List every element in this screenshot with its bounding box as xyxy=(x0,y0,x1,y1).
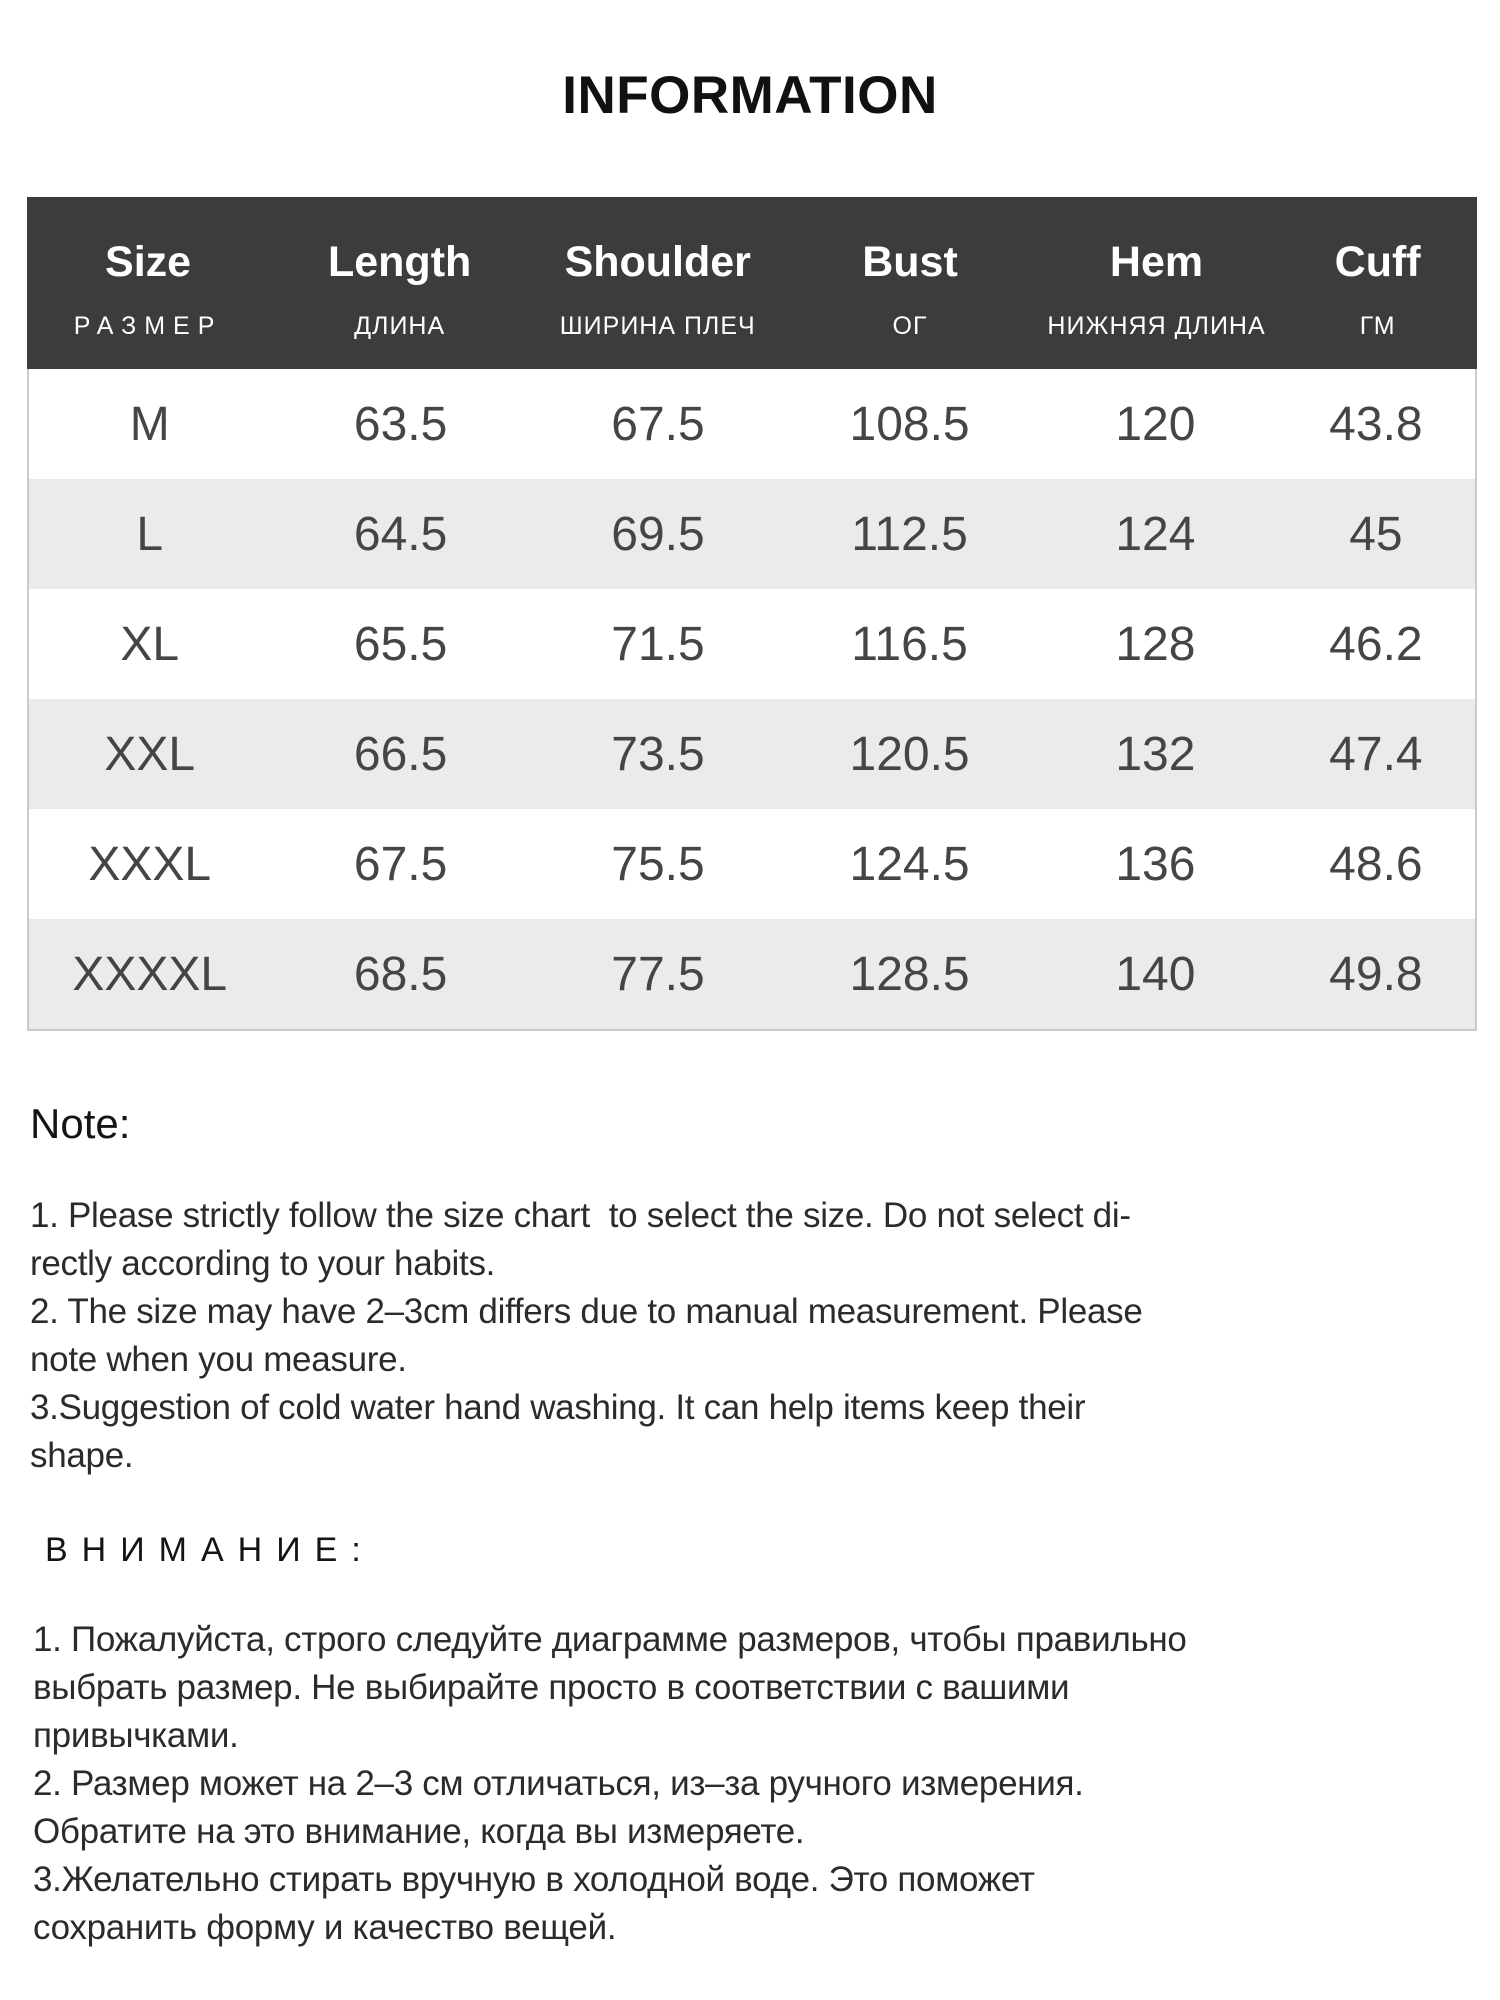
cell-shoulder: 69.5 xyxy=(611,507,705,561)
table-row-xxxl xyxy=(29,809,1475,919)
column-header-length: Length xyxy=(327,238,472,286)
column-header-size: Size xyxy=(105,238,192,286)
note-line: 1. Please strictly follow the size chart to select the size. Do not select di- xyxy=(30,1196,1131,1235)
cell-hem: 120 xyxy=(1115,397,1196,451)
column-header-shoulder: Shoulder xyxy=(564,238,751,286)
column-header-hem: Hem xyxy=(1109,238,1204,286)
note-heading-english: Note: xyxy=(30,1100,131,1147)
note-line: rectly according to your habits. xyxy=(30,1244,496,1283)
cell-size: M xyxy=(129,397,170,451)
cell-length: 63.5 xyxy=(353,397,448,451)
size-chart-body xyxy=(27,369,1477,1031)
table-row-xl xyxy=(29,589,1475,699)
cell-shoulder: 71.5 xyxy=(611,617,705,671)
cell-shoulder: 75.5 xyxy=(611,837,705,891)
column-header-bust: Bust xyxy=(862,238,958,286)
cell-length: 64.5 xyxy=(353,507,448,561)
header-row-english xyxy=(27,227,1477,297)
header-row-russian xyxy=(27,307,1477,345)
note-line: 3.Suggestion of cold water hand washing. It can help items keep their xyxy=(30,1388,1086,1427)
cell-cuff: 45 xyxy=(1349,507,1403,561)
table-row-xxxxl xyxy=(29,919,1475,1029)
column-header-cuff: Cuff xyxy=(1334,238,1421,286)
note-heading-russian: ВНИМАНИЕ: xyxy=(45,1531,375,1569)
cell-cuff: 49.8 xyxy=(1329,947,1423,1001)
cell-shoulder: 67.5 xyxy=(611,397,705,451)
column-header-hem-ru: НИЖНЯЯ ДЛИНА xyxy=(1047,312,1266,340)
cell-bust: 108.5 xyxy=(849,397,970,451)
table-row-m xyxy=(29,369,1475,479)
cell-size: L xyxy=(136,507,164,561)
cell-bust: 112.5 xyxy=(851,507,968,561)
note-line: 2. Размер может на 2–3 см отличаться, из–за ручного измерения. xyxy=(33,1764,1084,1803)
column-header-size-ru: РАЗМЕР xyxy=(73,312,223,340)
cell-cuff: 43.8 xyxy=(1329,397,1423,451)
cell-size: XL xyxy=(120,617,180,671)
note-body-english xyxy=(30,1192,1470,1480)
cell-hem: 124 xyxy=(1115,507,1196,561)
column-header-length-ru: ДЛИНА xyxy=(354,312,446,340)
cell-hem: 128 xyxy=(1115,617,1196,671)
page-title: INFORMATION xyxy=(562,66,938,125)
note-line: shape. xyxy=(30,1436,134,1475)
cell-bust: 124.5 xyxy=(849,837,970,891)
table-row-xxl xyxy=(29,699,1475,809)
cell-length: 67.5 xyxy=(353,837,448,891)
note-line: 2. The size may have 2–3cm differs due to manual measurement. Please xyxy=(30,1292,1143,1331)
note-line: 1. Пожалуйста, строго следуйте диаграмме размеров, чтобы правильно xyxy=(33,1620,1187,1659)
cell-length: 65.5 xyxy=(353,617,448,671)
column-header-shoulder-ru: ШИРИНА ПЛЕЧ xyxy=(559,312,756,340)
size-chart-header xyxy=(27,197,1477,369)
cell-length: 66.5 xyxy=(353,727,448,781)
cell-shoulder: 77.5 xyxy=(611,947,705,1001)
cell-cuff: 46.2 xyxy=(1329,617,1423,671)
note-line: выбрать размер. Не выбирайте просто в соответствии с вашими xyxy=(33,1668,1070,1707)
cell-cuff: 48.6 xyxy=(1329,837,1423,891)
cell-size: XXL xyxy=(104,727,196,781)
cell-hem: 140 xyxy=(1115,947,1196,1001)
cell-bust: 120.5 xyxy=(849,727,970,781)
cell-size: XXXL xyxy=(88,837,212,891)
table-row-l xyxy=(29,479,1475,589)
cell-bust: 128.5 xyxy=(849,947,970,1001)
cell-length: 68.5 xyxy=(353,947,448,1001)
column-header-cuff-ru: ГМ xyxy=(1359,312,1396,340)
cell-cuff: 47.4 xyxy=(1329,727,1423,781)
note-body-russian xyxy=(33,1616,1470,1952)
note-line: 3.Желательно стирать вручную в холодной воде. Это поможет xyxy=(33,1860,1035,1899)
note-line: привычками. xyxy=(33,1716,239,1755)
cell-shoulder: 73.5 xyxy=(611,727,705,781)
size-chart-table xyxy=(27,197,1477,1031)
cell-hem: 136 xyxy=(1115,837,1196,891)
note-line: Обратите на это внимание, когда вы измеряете. xyxy=(33,1812,805,1851)
cell-hem: 132 xyxy=(1115,727,1196,781)
cell-size: XXXXL xyxy=(72,947,228,1001)
note-line: note when you measure. xyxy=(30,1340,407,1379)
column-header-bust-ru: ОГ xyxy=(892,312,928,340)
note-line: сохранить форму и качество вещей. xyxy=(33,1908,617,1947)
cell-bust: 116.5 xyxy=(851,617,968,671)
